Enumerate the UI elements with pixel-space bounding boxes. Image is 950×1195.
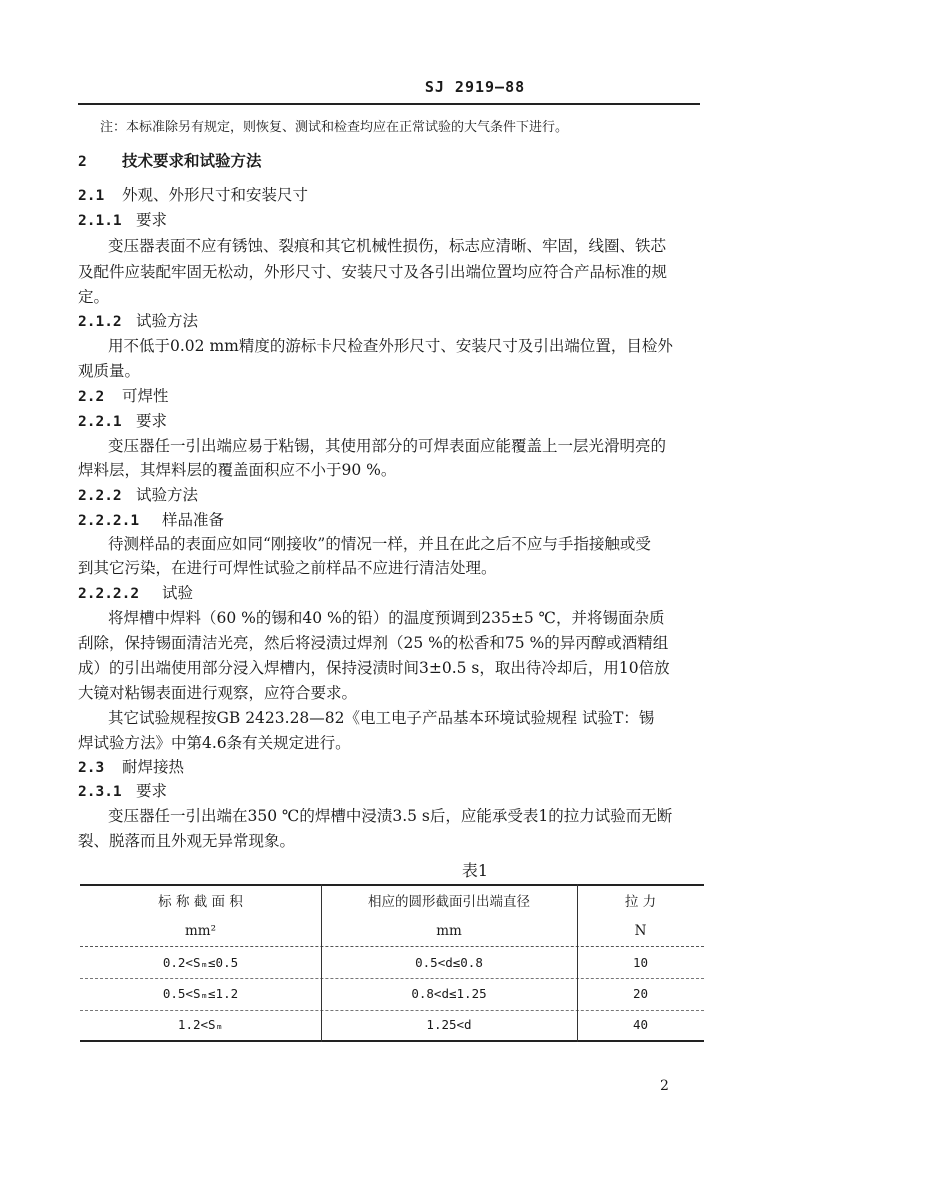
paragraph-line: 大镜对粘锡表面进行观察，应符合要求。 xyxy=(78,684,358,702)
table-cell: 10 xyxy=(632,955,649,970)
section-2-2-heading xyxy=(78,385,169,408)
section-title: 样品准备 xyxy=(162,511,225,529)
paragraph-line: 用不低于0.02 mm精度的游标卡尺检查外形尺寸、安装尺寸及引出端位置，目检外 xyxy=(108,337,673,355)
paragraph-line: 刮除，保持锡面清洁光亮，然后将浸渍过焊剂（25 %的松香和75 %的异丙醇或酒精组 xyxy=(78,634,669,652)
page-number: 2 xyxy=(660,1078,669,1094)
section-title: 要求 xyxy=(136,211,168,229)
section-2-2-2-1-heading xyxy=(78,509,224,532)
section-title: 试验方法 xyxy=(136,486,199,504)
section-number: 2.2.1 xyxy=(78,414,122,430)
paragraph-line: 成）的引出端使用部分浸入焊槽内，保持浸渍时间3±0.5 s，取出待冷却后，用10倍放 xyxy=(78,659,670,677)
section-title: 可焊性 xyxy=(122,387,169,405)
table-bottom-rule xyxy=(80,1040,704,1042)
section-number: 2.3 xyxy=(78,760,105,776)
table-cell: 0.5<Sₘ≤1.2 xyxy=(162,986,239,1001)
section-title: 外观、外形尺寸和安装尺寸 xyxy=(122,186,309,204)
section-2-1-1-heading xyxy=(78,209,167,232)
table-cell: 40 xyxy=(632,1017,649,1032)
paragraph-line: 待测样品的表面应如同“刚接收”的情况一样，并且在此之后不应与手指接触或受 xyxy=(108,535,651,553)
section-2-2-2-2-heading xyxy=(78,582,193,605)
paragraph-line: 其它试验规程按GB 2423.28—82《电工电子产品基本环境试验规程 试验T：锡 xyxy=(108,709,655,727)
section-2-1-2-heading xyxy=(78,310,198,333)
table-cell: 1.25<d xyxy=(426,1017,472,1032)
section-title: 技术要求和试验方法 xyxy=(122,151,262,170)
section-title: 要求 xyxy=(136,782,168,800)
section-2-1-heading xyxy=(78,184,308,207)
section-number: 2 xyxy=(78,154,87,170)
paragraph-line: 及配件应装配牢固无松动，外形尺寸、安装尺寸及各引出端位置均应符合产品标准的规 xyxy=(78,263,668,281)
section-title: 耐焊接热 xyxy=(122,758,185,776)
section-title: 要求 xyxy=(136,412,168,430)
section-2-3-heading xyxy=(78,756,184,779)
section-number: 2.2.2.1 xyxy=(78,513,140,529)
table-header-rule xyxy=(80,946,704,947)
data-table xyxy=(80,884,704,1042)
standard-code: SJ 2919—88 xyxy=(424,78,526,96)
paragraph-line: 焊料层，其焊料层的覆盖面积应不小于90 %。 xyxy=(78,461,397,479)
section-number: 2.3.1 xyxy=(78,784,122,800)
section-title: 试验方法 xyxy=(136,312,199,330)
table-top-rule xyxy=(80,884,704,886)
table-header-cell: 拉 力 xyxy=(624,894,657,910)
section-number: 2.2 xyxy=(78,389,105,405)
paragraph-line: 观质量。 xyxy=(78,362,141,380)
table-cell: 0.5<d≤0.8 xyxy=(415,955,483,970)
table-cell: 0.8<d≤1.25 xyxy=(411,986,487,1001)
header-rule xyxy=(78,103,700,105)
section-number: 2.1 xyxy=(78,188,105,204)
table-header-cell: 相应的圆形截面引出端直径 xyxy=(368,894,530,910)
section-number: 2.2.2.2 xyxy=(78,586,140,602)
section-2-2-1-heading xyxy=(78,410,167,433)
paragraph-line: 变压器任一引出端应易于粘锡，其使用部分的可焊表面应能覆盖上一层光滑明亮的 xyxy=(108,437,667,455)
paragraph-line: 变压器表面不应有锈蚀、裂痕和其它机械性损伤，标志应清晰、牢固，线圈、铁芯 xyxy=(108,237,667,255)
table-header-unit: mm² xyxy=(184,923,216,939)
table-caption: 表1 xyxy=(461,861,489,880)
section-2-2-2-heading xyxy=(78,484,198,507)
paragraph-line: 裂、脱落而且外观无异常现象。 xyxy=(78,832,296,850)
table-header-cell: 标 称 截 面 积 xyxy=(158,894,243,910)
paragraph-line: 变压器任一引出端在350 ℃的焊槽中浸渍3.5 s后，应能承受表1的拉力试验而无断 xyxy=(108,807,673,825)
table-row-rule xyxy=(80,1010,704,1011)
paragraph-line: 焊试验方法》中第4.6条有关规定进行。 xyxy=(78,734,351,752)
paragraph-line: 到其它污染，在进行可焊性试验之前样品不应进行清洁处理。 xyxy=(78,559,497,577)
paragraph-line: 将焊槽中焊料（60 %的锡和40 %的铅）的温度预调到235±5 ℃，并将锡面杂质 xyxy=(108,609,665,627)
section-number: 2.1.2 xyxy=(78,314,122,330)
section-2-3-1-heading xyxy=(78,780,167,803)
section-title: 试验 xyxy=(162,584,194,602)
note-text: 注：本标准除另有规定，则恢复、测试和检查均应在正常试验的大气条件下进行。 xyxy=(100,120,569,135)
table-header-unit: N xyxy=(634,923,647,939)
table-header-unit: mm xyxy=(436,923,462,939)
section-2-heading xyxy=(78,150,262,173)
table-cell: 0.2<Sₘ≤0.5 xyxy=(162,955,239,970)
section-number: 2.1.1 xyxy=(78,213,122,229)
table-cell: 1.2<Sₘ xyxy=(177,1017,224,1032)
section-number: 2.2.2 xyxy=(78,488,122,504)
paragraph-line: 定。 xyxy=(78,288,110,306)
table-row-rule xyxy=(80,978,704,979)
table-cell: 20 xyxy=(632,986,649,1001)
